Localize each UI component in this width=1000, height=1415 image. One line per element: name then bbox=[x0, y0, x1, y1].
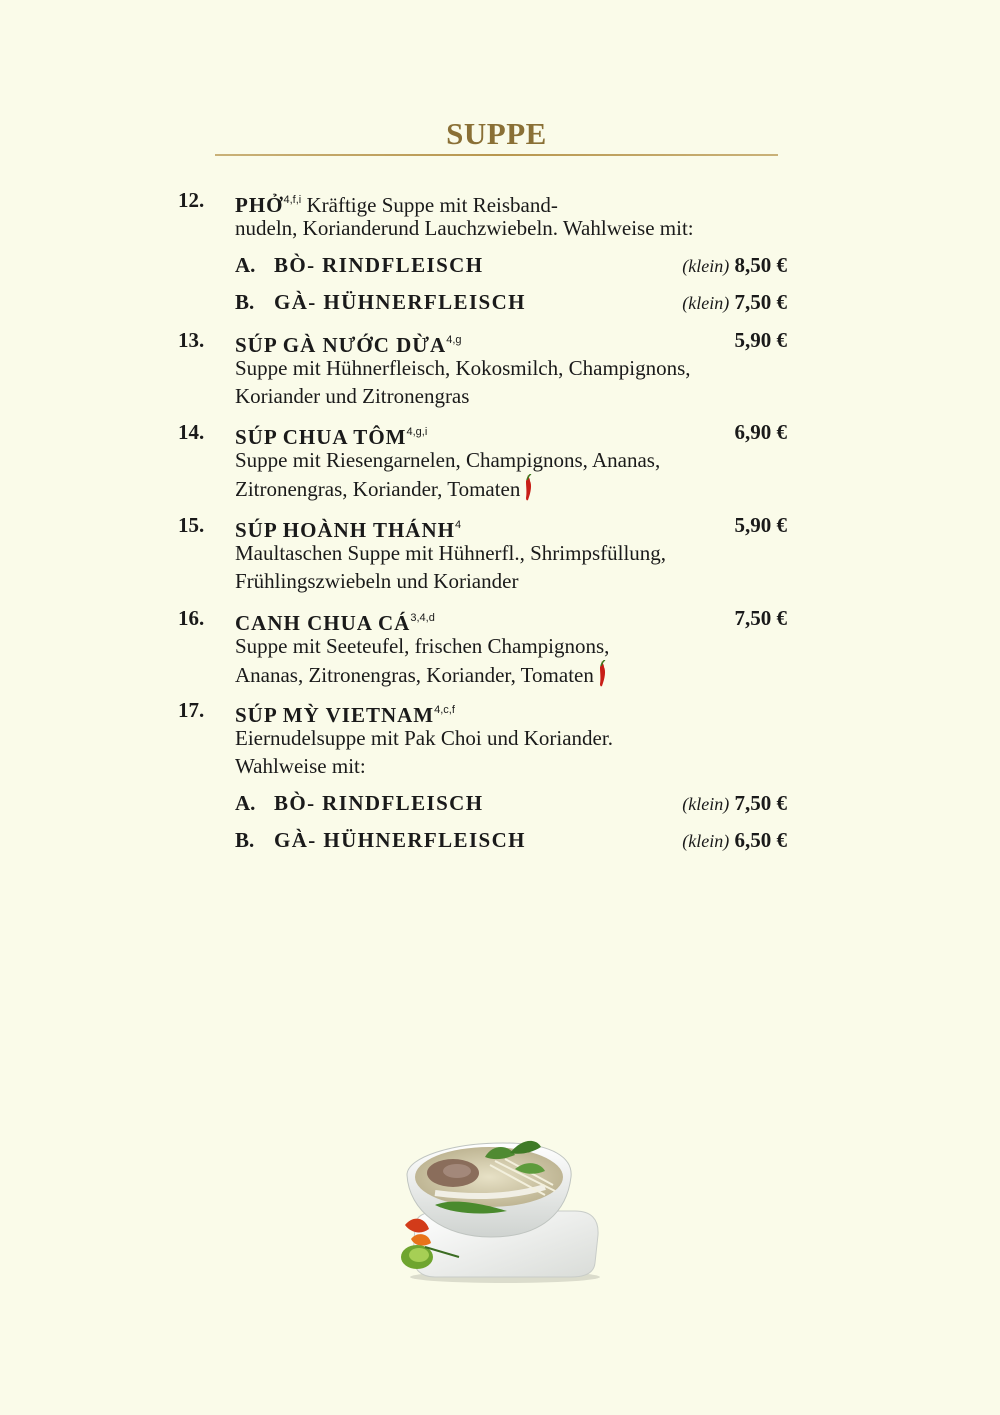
item-inline-description: Kräftige Suppe mit Reisband- bbox=[306, 193, 558, 217]
allergen-codes: 4 bbox=[454, 519, 462, 531]
price-value: 7,50 € bbox=[734, 290, 787, 314]
size-label: (klein) bbox=[682, 831, 730, 851]
option-letter: B. bbox=[235, 290, 255, 314]
allergen-codes: 4,f,i bbox=[283, 194, 302, 206]
option-price bbox=[682, 826, 787, 855]
option-price bbox=[682, 251, 787, 280]
option-name: BÒ- RINDFLEISCH bbox=[274, 791, 484, 815]
item-price: 5,90 € bbox=[734, 328, 787, 352]
option-name: GÀ- HÜHNERFLEISCH bbox=[274, 828, 526, 852]
option-letter: B. bbox=[235, 828, 255, 852]
option-a bbox=[235, 251, 483, 279]
allergen-codes: 3,4,d bbox=[410, 612, 435, 624]
price-value: 8,50 € bbox=[734, 253, 787, 277]
option-letter: A. bbox=[235, 253, 256, 277]
item-description-line: Wahlweise mit: bbox=[235, 754, 366, 778]
item-description-text: Ananas, Zitronengras, Koriander, Tomaten bbox=[235, 663, 594, 687]
option-a bbox=[235, 789, 483, 817]
item-number: 16. bbox=[178, 606, 205, 630]
item-number: 14. bbox=[178, 420, 205, 444]
option-name: GÀ- HÜHNERFLEISCH bbox=[274, 290, 526, 314]
pho-bowl-image bbox=[395, 1135, 610, 1285]
item-number: 13. bbox=[178, 328, 205, 352]
item-description-line: Suppe mit Riesengarnelen, Champignons, Ananas, bbox=[235, 448, 661, 472]
item-description-line: Suppe mit Hühnerfleisch, Kokosmilch, Champignons, bbox=[235, 356, 691, 380]
section-title: SUPPE bbox=[446, 116, 547, 151]
item-name: SÚP CHUA TÔM bbox=[235, 425, 407, 449]
size-label: (klein) bbox=[682, 256, 730, 276]
option-b bbox=[235, 288, 526, 316]
item-name: PHỞ bbox=[235, 193, 284, 217]
option-letter: A. bbox=[235, 791, 256, 815]
item-description-line: nudeln, Korianderund Lauchzwiebeln. Wahlweise mit: bbox=[235, 216, 694, 240]
item-description-text: Zitronengras, Koriander, Tomaten bbox=[235, 477, 521, 501]
item-name: SÚP HOÀNH THÁNH bbox=[235, 518, 455, 542]
item-name: SÚP MỲ VIETNAM bbox=[235, 703, 435, 727]
allergen-codes: 4,c,f bbox=[434, 704, 455, 716]
item-description-line: Eiernudelsuppe mit Pak Choi und Koriander. bbox=[235, 726, 613, 750]
item-price: 7,50 € bbox=[734, 606, 787, 630]
item-description-line-with-chili bbox=[235, 660, 607, 695]
item-description-line: Frühlingszwiebeln und Koriander bbox=[235, 569, 519, 593]
item-number: 17. bbox=[178, 698, 205, 722]
item-number: 15. bbox=[178, 513, 205, 537]
item-name: CANH CHUA CÁ bbox=[235, 611, 411, 635]
option-price bbox=[682, 789, 787, 818]
item-description-line: Suppe mit Seeteufel, frischen Champignons, bbox=[235, 634, 610, 658]
size-label: (klein) bbox=[682, 293, 730, 313]
chili-pepper-icon bbox=[597, 660, 607, 695]
size-label: (klein) bbox=[682, 794, 730, 814]
title-divider bbox=[215, 154, 778, 156]
option-b bbox=[235, 826, 526, 854]
option-price bbox=[682, 288, 787, 317]
price-value: 6,50 € bbox=[734, 828, 787, 852]
item-price: 5,90 € bbox=[734, 513, 787, 537]
item-price: 6,90 € bbox=[734, 420, 787, 444]
chili-pepper-icon bbox=[523, 474, 533, 509]
item-description-line-with-chili bbox=[235, 474, 533, 509]
item-description-line: Maultaschen Suppe mit Hühnerfl., Shrimpsfüllung, bbox=[235, 541, 667, 565]
option-name: BÒ- RINDFLEISCH bbox=[274, 253, 484, 277]
price-value: 7,50 € bbox=[734, 791, 787, 815]
item-name: SÚP GÀ NƯỚC DỪA bbox=[235, 333, 447, 357]
allergen-codes: 4,g,i bbox=[406, 426, 428, 438]
item-number: 12. bbox=[178, 188, 205, 212]
item-description-line: Koriander und Zitronengras bbox=[235, 384, 470, 408]
allergen-codes: 4,g bbox=[446, 334, 462, 346]
